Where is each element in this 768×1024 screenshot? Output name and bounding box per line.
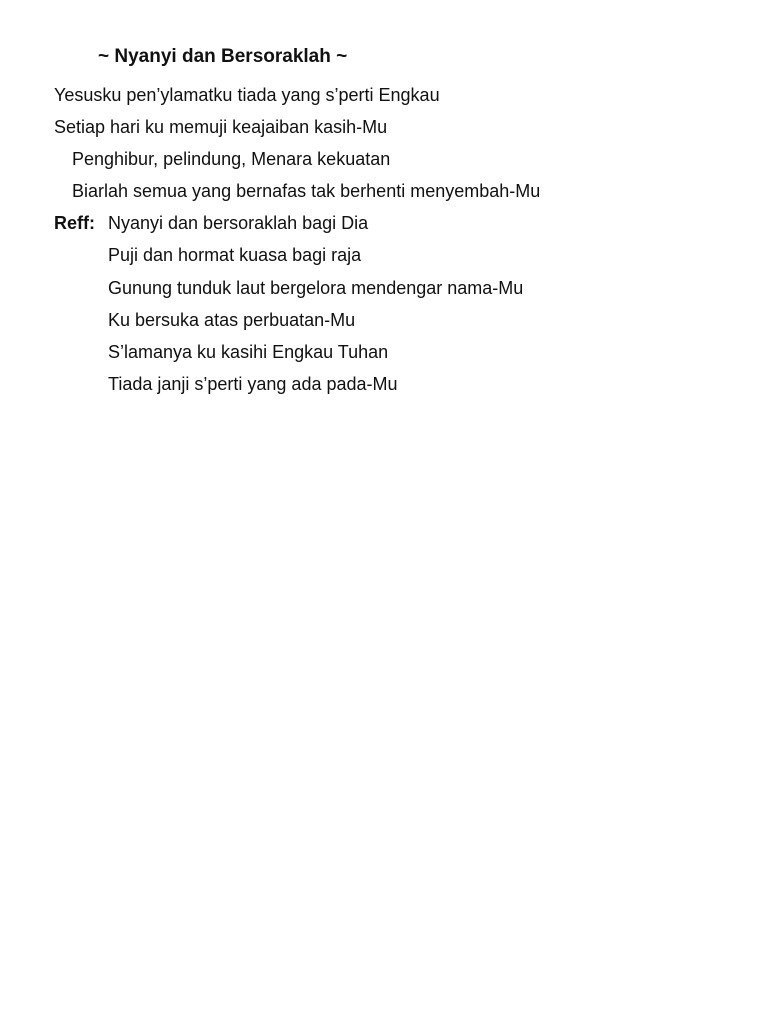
chorus-line-6: Tiada janji s’perti yang ada pada-Mu xyxy=(108,374,398,394)
verse-line-1: Yesusku pen’ylamatku tiada yang s’perti Engkau xyxy=(54,85,440,105)
chorus-line-5: S’lamanya ku kasihi Engkau Tuhan xyxy=(108,342,389,362)
chorus-line-2: Puji dan hormat kuasa bagi raja xyxy=(108,245,362,265)
chorus-label: Reff: xyxy=(54,213,95,233)
verse-line-2: Setiap hari ku memuji keajaiban kasih-Mu xyxy=(54,117,388,137)
chorus-line-1: Nyanyi dan bersoraklah bagi Dia xyxy=(108,213,369,233)
chorus-line-4: Ku bersuka atas perbuatan-Mu xyxy=(108,310,356,330)
verse-line-4: Biarlah semua yang bernafas tak berhenti menyembah-Mu xyxy=(72,181,541,201)
verse-line-3: Penghibur, pelindung, Menara kekuatan xyxy=(72,149,391,169)
song-title: ~ Nyanyi dan Bersoraklah ~ xyxy=(98,46,348,67)
chorus-line-3: Gunung tunduk laut bergelora mendengar nama-Mu xyxy=(108,278,524,298)
